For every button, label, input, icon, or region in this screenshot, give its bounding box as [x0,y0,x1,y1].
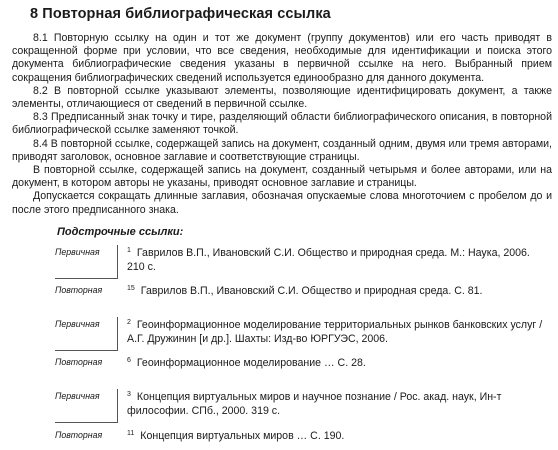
footnote-number: 15 [127,285,135,292]
footnote-label: Повторная [55,357,103,367]
footnote-text: $^{11}$ Концепция виртуальных миров … С. 190. [127,430,345,442]
footnote-separator [117,245,118,279]
footnote-text: $^3$ Концепция виртуальных миров и научное познание / Рос. акад. наук, Ин-т философии. СПб., 2000. 319 с. [127,391,502,417]
section-heading: 8 Повторная библиографическая ссылка [30,6,331,22]
footnote-number: 6 [127,357,131,364]
footnote-text: $^1$ Гаврилов В.П., Ивановский С.И. Общество и природная среда. М.: Наука, 2006. 210 с. [127,247,530,273]
footnote-label: Повторная [55,285,103,295]
paragraph-8-2: 8.2 В повторной ссылке указывают элементы, позволяющие идентифицировать документ, а также элементы, отличающиеся от сведений в первичной ссылке. [12,84,552,111]
footnote-text: $^6$ Геоинформационное моделирование … С. 28. [127,357,366,369]
paragraph-8-4-b: В повторной ссылке, содержащей запись на документ, созданный четырьмя и более авторами, или на документ, в котором авторы не указаны, приводят основное заглавие и страницы. [12,164,552,190]
footnote-number: 2 [127,319,131,326]
footnote-number: 11 [127,430,135,437]
footnote-separator [117,317,118,351]
footnotes-title: Подстрочные ссылки: [57,226,184,238]
footnote-text: $^{15}$ Гаврилов В.П., Ивановский С.И. Общество и природная среда. С. 81. [127,285,483,297]
footnote-separator [117,389,118,423]
footnote-divider [55,422,117,423]
paragraph-8-3: 8.3 Предписанный знак точку и тире, разделяющий области библиографического описания, в повторной библиографической ссылке заменяют точкой. [12,111,552,137]
footnote-label: Первичная [55,319,100,329]
footnote-label: Повторная [55,430,103,440]
paragraph-8-4: 8.4 В повторной ссылке, содержащей запись на документ, созданный одним, двумя или тремя авторами, приводят заголовок, основное заглавие и соответствующие страницы. [12,137,552,163]
footnote-divider [55,278,117,279]
footnote-divider [55,350,117,351]
footnote-label: Первичная [55,391,100,401]
paragraph-8-1: 8.1 Повторную ссылку на один и тот же документ (группу документов) или его часть приводят в сокращенной форме при условии, что все сведения, необходимые для идентификации и поиска этого документа библиографические сведения указаны в первичной ссылке на него. Выбранный прием сокращения библиографических сведений используется единообразно для данного документа. [12,32,552,84]
footnote-text: $^2$ Геоинформационное моделирование территориальных рынков банковских услуг / А.Г. Дружинин [и др.]. Шахты: Изд-во ЮРГУЭС, 2006. [127,319,543,345]
footnote-number: 3 [127,391,131,398]
footnote-number: 1 [127,247,131,254]
section-body [12,32,552,217]
paragraph-8-4-c: Допускается сокращать длинные заглавия, обозначая опускаемые слова многоточием с пробелом до и после этого предписанного знака. [12,190,552,216]
footnote-label: Первичная [55,247,100,257]
